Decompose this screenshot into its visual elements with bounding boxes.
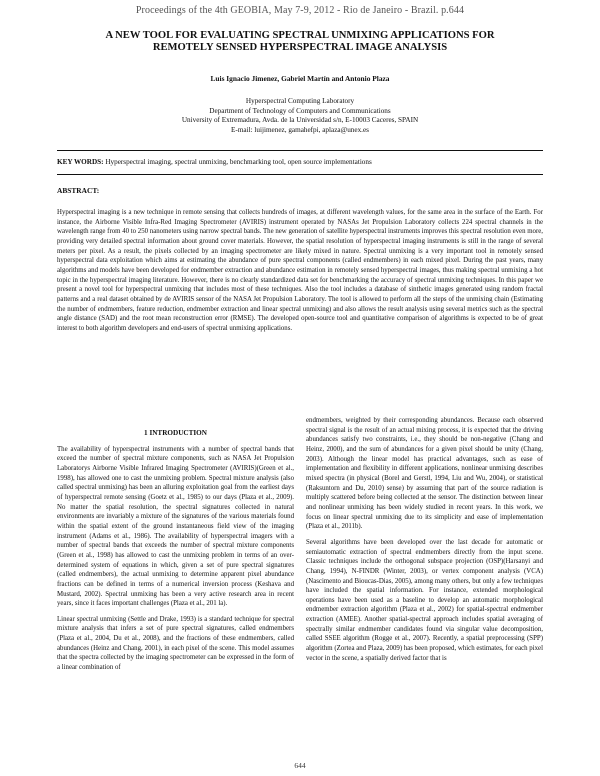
divider-bottom xyxy=(57,174,543,175)
running-head: Proceedings of the 4th GEOBIA, May 7-9, 2012 - Rio de Janeiro - Brazil. p.644 xyxy=(135,5,465,16)
abstract-heading: ABSTRACT: xyxy=(57,186,100,195)
paper-title xyxy=(40,30,560,54)
title-line-1: A NEW TOOL FOR EVALUATING SPECTRAL UNMIXING APPLICATIONS FOR xyxy=(105,30,495,41)
abstract-text: Hyperspectral imaging is a new technique in remote sensing that collects hundreds of images, at different wavelength values, for the same area in the surface of the Earth. For instance, the Airborne Visible Infra-Red Imaging Spectrometer (AVIRIS) instrument operated by NASAs Jet Propulsion Laboratory collects 224 spectral channels in the wavelength range from 40 to 250 nanometers using narrow spectral bands. The new generation of satellite hyperspectral instruments improves this spectral resolution even more, providing very detailed spectral information about ground cover materials. However, the spatial resolution of hyperspectral imaging instruments is still in the range of several meters per pixel. As a result, the pixels collected by an imaging spectrometer are likely mixed in nature. Spectral unmixing is a very important tool in remotely sensed hyperspectral data exploitation which aims at estimating the abundance of pure spectral components (called endmembers) in each mixed pixel. During the past years, many algorithms and models have been developed for endmember extraction and abundance estimation in remotely sensed hyperspectral images, thus making spectral unmixing a hot topic in the hyperspectral imaging literature. However, there is no clearly standardized data set for benchmarking the accuracy of spectral unmixing techniques. In this paper we present a novel tool for hyperspectral unmixing that includes most of these techniques. Also the tool includes a database of sinthetic images generated using random fractal patterns and a real dataset obtained by de AVIRIS sensor of the NASA Jet Propulsion Laboratory. The tool is allowed to perform all the steps of the unmixing chain (Estimating the number of endmembers, feature reduction, endmember extraction and linear spectral unmixing) and also allows the result analysis using several metrics such as the spectral angle distance (SAD) and the root mean reconstruction error (RMSE). The developed open-source tool and quantitative comparison of algorithms is expected to be of great interest to both algorithm developers and end-users of spectral unmixing applications. xyxy=(57,209,543,332)
page-number: 644 xyxy=(294,761,306,770)
column-right xyxy=(306,416,543,669)
divider-top xyxy=(57,150,543,151)
section-heading-introduction: 1 INTRODUCTION xyxy=(144,429,207,437)
affiliation-department: Department of Technology of Computers and Communications xyxy=(209,106,391,115)
keywords xyxy=(57,158,543,166)
affiliation-block xyxy=(0,97,600,136)
keywords-text: Hyperspectral imaging, spectral unmixing, benchmarking tool, open source implementations xyxy=(103,158,372,166)
affiliation-lab: Hyperspectral Computing Laboratory xyxy=(245,97,355,105)
paragraph: endmembers, weighted by their corresponding abundances. Because each observed spectral signal is the result of an actual mixing process, it is expected that the driving abundances satisfy two constraints, i.e., they should be non-negative (Chang and Heinz, 2000), and the sum of abundances for a given pixel should be unity (Chang, 2003). Although the linear model has practical advantages, such as ease of implementation and flexibility in different applications, nonlinear unmixing describes mixed spectra (in physical (Borel and Gerstl, 1994, Liu and Wu, 2004), or statistical (Raksuntorn and Du, 2010) sense) by assuming that part of the source radiation is multiply scattered before being collected at the sensor. The distinction between linear and nonlinear unmixing has been widely studied in recent years. In this work, we focus on linear spectral unmixing due to its simplicity and ease of implementation (Plaza et al., 2011b). xyxy=(306,417,543,531)
paragraph: Linear spectral unmixing (Settle and Drake, 1993) is a standard technique for spectral mixture analysis that infers a set of pure spectral signatures, called endmembers (Plaza et al., 2004, Du et al., 2008), and the fractions of these endmembers, called abundances (Heinz and Chang, 2001), in each pixel of the scene. This model assumes that the spectra collected by the imaging spectrometer can be expressed in the form of a linear combination of xyxy=(57,615,294,672)
author-list: Luis Ignacio Jimenez, Gabriel Martín and Antonio Plaza xyxy=(210,74,390,83)
paragraph: The availability of hyperspectral instruments with a number of spectral bands that exceed the number of spectral mixture components, such as NASA Jet Propulsion Laboratorys Airborne Visible Infrared Imaging Spectrometer (AVIRIS)(Green et al., 1998), has allowed one to cast the unmixing problem. Spectral mixture analysis (also called spectral unmixing) has been an alluring exploitation goal from the earliest days of hyperspectral remote sensing (Goetz et al., 1985) to our days (Plaza et al., 2009). No matter the spatial resolution, the spectral signatures collected in natural environments are invariably a mixture of the signatures of the various materials found within the spatial extent of the ground instantaneous field view of the imaging instrument (Adams et al., 1986). The availability of hyperspectral imagers with a number of spectral bands that exceeds the number of spectral mixture components (Green et al., 1998) has allowed to cast the unmixing problem in terms of an over-determined system of equations in which, given a set of pure spectral signatures (called endmembers), the actual unmixing to determine apparent pixel abundance fractions can be defined in terms of a numerical inversion process (Keshava and Mustard, 2002). Spectral unmixing has been a very active research area in recent years, since it faces important challenges (Plaza et al., 201 la). xyxy=(57,445,294,608)
column-left xyxy=(57,429,294,679)
title-line-2: REMOTELY SENSED HYPERSPECTRAL IMAGE ANALYSIS xyxy=(152,42,448,53)
affiliation-email: E-mail: luijimenez, gamahefpi, aplaza@unex.es xyxy=(231,126,369,135)
affiliation-university: University of Extremadura, Avda. de la Universidad s/n, E-10003 Caceres, SPAIN xyxy=(181,116,419,125)
keywords-label: KEY WORDS: xyxy=(57,158,104,166)
paragraph: Several algorithms have been developed over the last decade for automatic or semiautomatic extraction of spectral endmembers directly from the input scene. Classic techniques include the orthogonal subspace projection (OSP)(Harsanyi and Chang, 1994), N-FINDR (Winter, 2003), or vertex component analysis (VCA) (Nascimento and Bioucas-Dias, 2005), among many others, but only a few techniques have included the spatial information. For instance, extended morphological operations have been used as a baseline to develop an automatic morphological endmember extraction algorithm (Plaza et al., 2002) for spatial-spectral endmember extraction (AMEE). Another spatial-spectral approach includes spatial averaging of spectrally similar endmember candidates found via singular value decomposition, called SSEE algorithm (Rogge et al., 2007). Recently, a spatial preprocessing (SPP) algorithm (Zortea and Plaza, 2009) has been proposed, which estimates, for each pixel vector in the scene, a spatially derived factor that is xyxy=(306,538,543,662)
